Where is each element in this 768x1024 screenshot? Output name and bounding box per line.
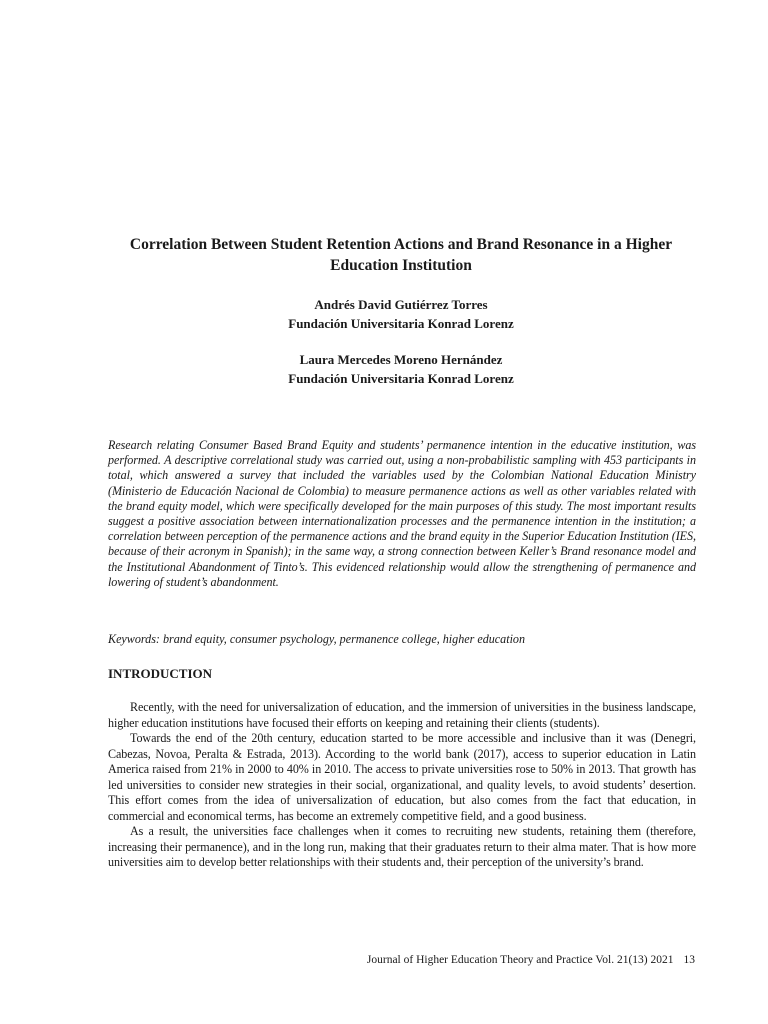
paragraph: As a result, the universities face challenges when it comes to recruiting new students, retaining them (therefore, increasing their permanence), and in the long run, making that their graduates return to their alma mater. That is how more universities aim to develop better relationships with their students and, their perception of the university’s brand. (108, 824, 696, 869)
keywords: Keywords: brand equity, consumer psychology, permanence college, higher education (108, 632, 526, 646)
page-number: 13 (683, 954, 695, 966)
abstract: Research relating Consumer Based Brand Equity and students’ permanence intention in the educative institution, was performed. A descriptive correlational study was carried out, using a non-probabilistic sampling with 453 participants in total, which answered a survey that included the variables used by the Colombian National Education Ministry (Ministerio de Educación Nacional de Colombia) to measure permanence actions as well as other variables related with the brand equity model, which were specifically developed for the main purposes of this study. The most important results suggest a positive association between internationalization processes and the permanence intention in the institution; a correlation between perception of the permanence actions and the brand equity in the Superior Education Institution (IES, because of their acronym in Spanish); in the same way, a strong connection between Keller’s Brand resonance model and the Institutional Abandonment of Tinto’s. This evidenced relationship would allow the strengthening of permanence and lowering of student’s abandonment. (108, 438, 696, 589)
author-name: Laura Mercedes Moreno Hernández (299, 352, 503, 367)
author-affiliation: Fundación Universitaria Konrad Lorenz (288, 371, 514, 386)
author-block-2 (100, 350, 702, 388)
author-name: Andrés David Gutiérrez Torres (314, 297, 488, 312)
paragraph: Recently, with the need for universalization of education, and the immersion of universities in the business landscape, higher education institutions have focused their efforts on keeping and retaining their clients (students). (108, 700, 696, 730)
paper-title: Correlation Between Student Retention Actions and Brand Resonance in a Higher Education Institution (129, 236, 673, 274)
paragraph: Towards the end of the 20th century, education started to be more accessible and inclusive than it was (Denegri, Cabezas, Novoa, Peralta & Estrada, 2013). According to the world bank (2017), access to superior education in Latin America raised from 21% in 2000 to 40% in 2010. The access to private universities rose to 50% in 2013. That growth has led universities to consider new strategies in their social, organizational, and quality levels, to avoid students’ desertion. This effort comes from the idea of universalization of education, but also comes from the fact that education, in commercial and economical terms, has become an extremely competitive field, and a good business. (108, 731, 696, 823)
author-block-1 (100, 295, 702, 333)
page-footer (367, 953, 695, 967)
author-affiliation: Fundación Universitaria Konrad Lorenz (288, 316, 514, 331)
section-heading-introduction: INTRODUCTION (108, 666, 213, 681)
journal-citation: Journal of Higher Education Theory and Practice Vol. 21(13) 2021 (366, 954, 674, 966)
introduction-body (108, 700, 696, 871)
